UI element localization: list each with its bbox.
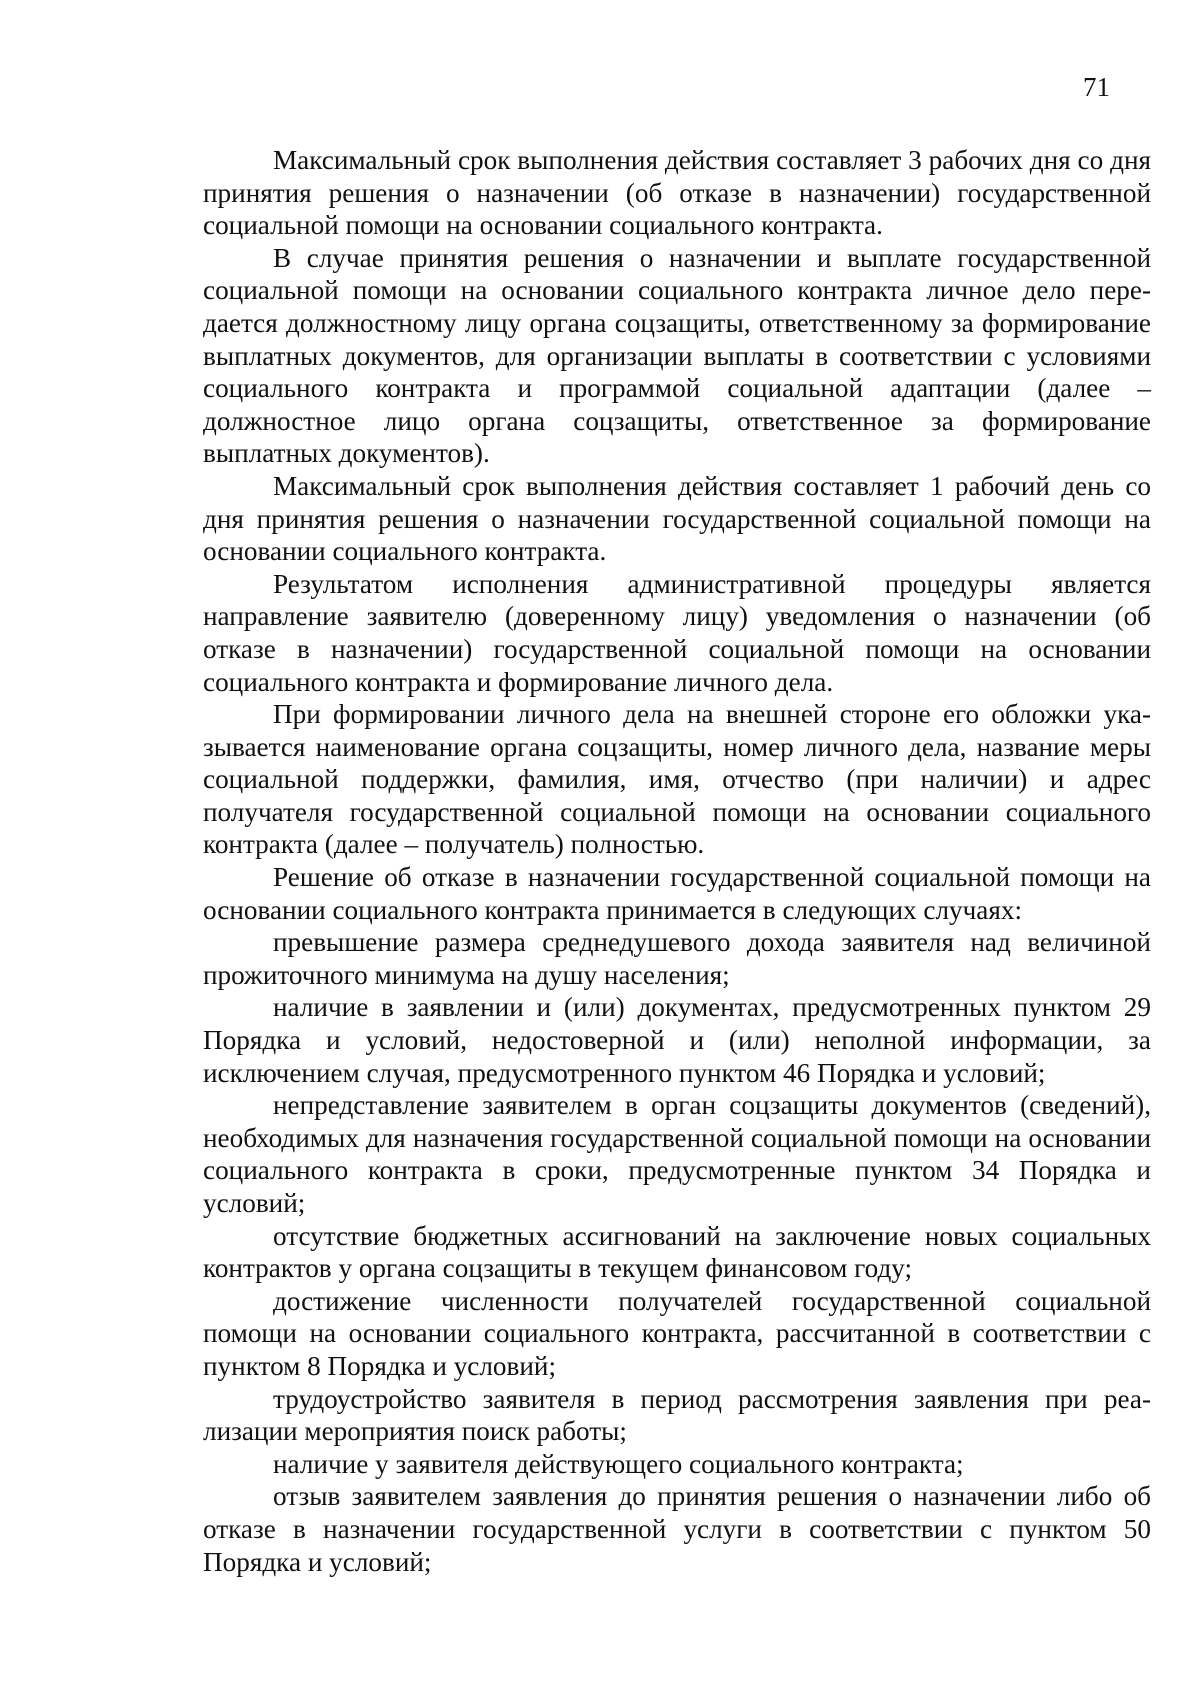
page-number: 71 xyxy=(1083,72,1110,102)
list-item-recipients-limit: достижение численности получателей государственной социальной помощи на основании социального контракта, рассчитанной в соответствии с пунктом 8 Порядка и условий; xyxy=(203,1285,1151,1381)
list-item-active-contract: наличие у заявителя действующего социального контракта; xyxy=(273,1448,964,1479)
document-body xyxy=(203,144,1151,1578)
paragraph-personal-file-transfer: В случае принятия решения о назначении и выплате государственной социальной помощи на основании социального контракта личное дело передается должностному лицу органа соцзащиты, ответственному за формирование выплатных документов, для организации выплаты в соответствии с условиями социального контракта и программой социальной адаптации (далее – должностное лицо органа соцзащиты, ответственное за формирование выплатных документов). xyxy=(203,242,1151,469)
paragraph-max-term-3-days: Максимальный срок выполнения действия составляет 3 рабочих дня со дня принятия решения о назначении (об отказе в назначении) государственной социальной помощи на основании социального контракта. xyxy=(203,145,1151,241)
list-item-application-withdrawal: отзыв заявителем заявления до принятия решения о назначении либо об отказе в назначении государственной услуги в соответствии с пунктом 50 Порядка и условий; xyxy=(203,1481,1151,1577)
list-item-income-excess: превышение размера среднедушевого дохода заявителя над величиной прожиточного минимума на душу населения; xyxy=(203,927,1151,990)
paragraph-max-term-1-day: Максимальный срок выполнения действия составляет 1 рабочий день со дня принятия решения о назначении государственной социальной помощи на основании социального контракта. xyxy=(203,470,1151,567)
list-item-no-budget: отсутствие бюджетных ассигнований на заключение новых социальных контрактов у органа соцзащиты в текущем финансовом году; xyxy=(203,1220,1151,1284)
list-item-employment: трудоустройство заявителя в период рассмотрения заявления при реализации мероприятия поиск работы; xyxy=(203,1383,1151,1447)
list-item-unreliable-info: наличие в заявлении и (или) документах, предусмотренных пунктом 29 Порядка и условий, недостоверной и (или) неполной информации, за исключением случая, предусмотренного пунктом 46 Порядка и условий; xyxy=(203,992,1151,1088)
paragraph-procedure-result: Результатом исполнения административной процедуры является направление заявителю (доверенному лицу) уведомления о назначении (об отказе в назначении) государственной социальной помощи на основании социального контракта и формирование личного дела. xyxy=(203,568,1151,697)
paragraph-refusal-cases: Решение об отказе в назначении государственной социальной помощи на основании социального контракта принимается в следующих случаях: xyxy=(203,862,1151,925)
paragraph-file-cover: При формировании личного дела на внешней стороне его обложки указывается наименование органа соцзащиты, номер личного дела, название меры социальной поддержки, фамилия, имя, отчество (при наличии) и адрес получателя государственной социальной помощи на основании социального контракта (далее – получатель) полностью. xyxy=(203,699,1151,860)
list-item-documents-not-submitted: непредставление заявителем в орган соцзащиты документов (сведений), необходимых для назначения государственной социальной помощи на основании социального контракта в сроки, предусмотренные пунктом 34 Порядка и условий; xyxy=(203,1090,1151,1218)
